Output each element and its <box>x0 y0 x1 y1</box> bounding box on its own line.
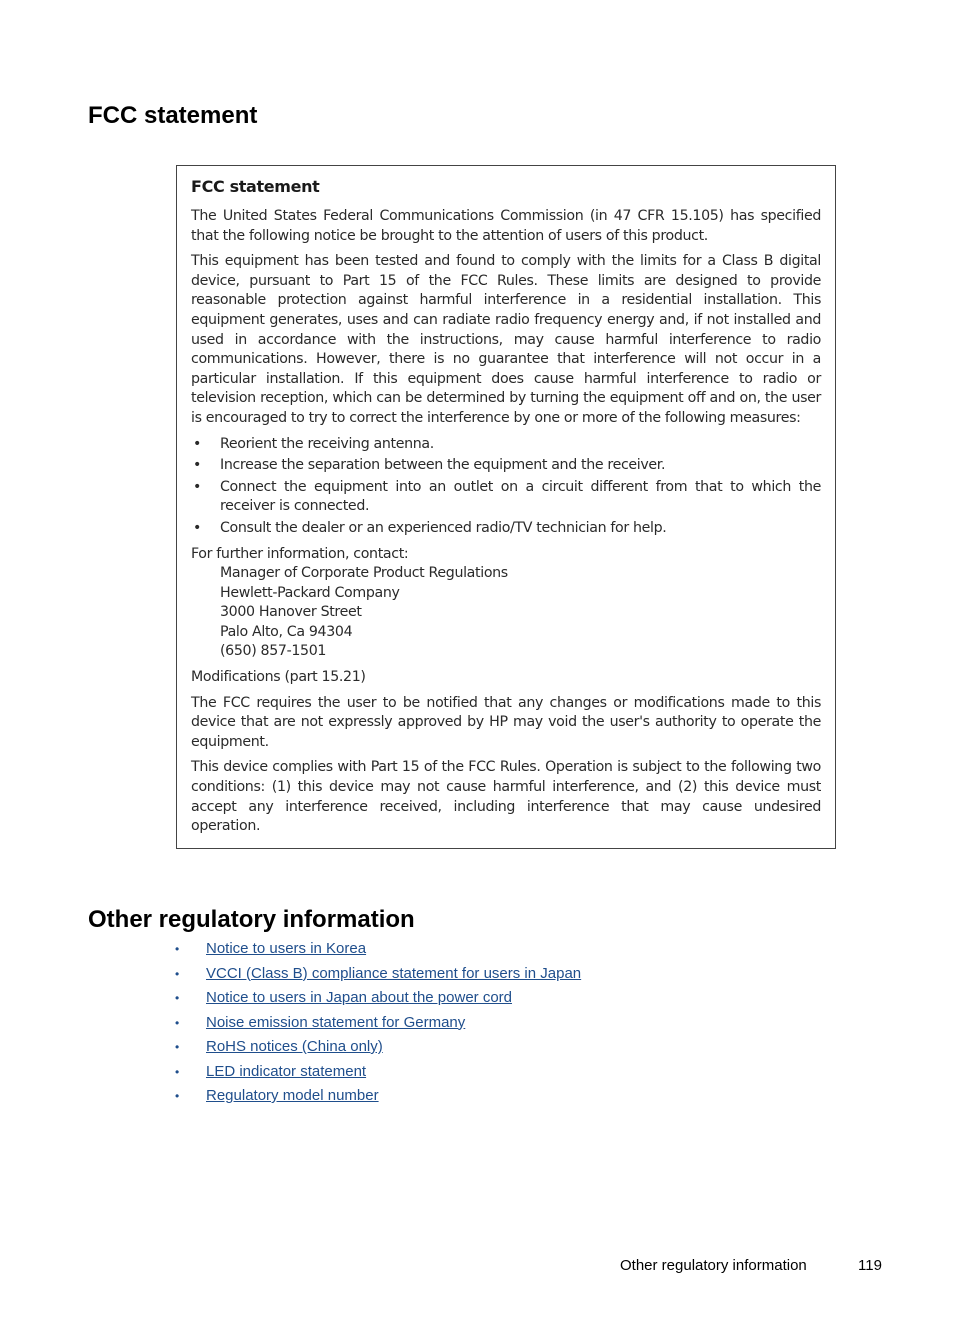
bullet-icon: • <box>193 435 202 452</box>
bullet-icon: • <box>193 457 202 474</box>
fcc-contact-intro: For further information, contact: <box>191 545 409 562</box>
list-item <box>175 1036 581 1061</box>
fcc-paragraph-compliance: This equipment has been tested and found to comply with the limits for a Class B digital device, pursuant to Part 15 of the FCC Rules. These limits are designed to provide reasonable protection against harmful interference in a residential installation. This equipment generates, uses and can radiate radio frequency energy and, if not installed and used in accordance with the instructions, may cause harmful interference to radio communications. However, there is no guarantee that interference will not occur in a particular installation. If this equipment does cause harmful interference to radio or television reception, which can be determined by turning the equipment off and on, the user is encouraged to try to correct the interference by one or more of the following measures: <box>191 253 821 426</box>
contact-line: Manager of Corporate Product Regulations <box>220 565 508 582</box>
link-rohs-china[interactable]: RoHS notices (China only) <box>206 1038 383 1055</box>
list-item <box>175 963 581 988</box>
link-led-indicator[interactable]: LED indicator statement <box>206 1062 367 1080</box>
bullet-icon: • <box>193 478 202 495</box>
page-number: 119 <box>858 1257 882 1274</box>
footer-section-title: Other regulatory information <box>620 1257 807 1274</box>
bullet-icon: • <box>193 519 202 536</box>
contact-line: 3000 Hanover Street <box>220 604 362 621</box>
fcc-box-title: FCC statement <box>191 177 320 196</box>
fcc-modifications-label: Modifications (part 15.21) <box>191 669 366 686</box>
fcc-measures-list <box>191 435 821 539</box>
bullet-icon: • <box>175 942 180 956</box>
bullet-icon: • <box>175 966 180 981</box>
contact-line: (650) 857-1501 <box>220 643 327 660</box>
bullet-icon: • <box>175 1089 180 1103</box>
list-item <box>175 938 581 963</box>
fcc-paragraph-modifications: The FCC requires the user to be notified that any changes or modifications made to this device that are not expressly approved by HP may void the user's authority to operate the equipment. <box>191 694 821 750</box>
contact-line: Hewlett-Packard Company <box>220 584 400 601</box>
contact-line: Palo Alto, Ca 94304 <box>220 623 353 640</box>
list-item <box>175 987 581 1012</box>
link-korea-notice[interactable]: Notice to users in Korea <box>206 940 367 957</box>
fcc-contact-address <box>191 564 821 662</box>
list-item <box>175 1012 581 1037</box>
list-item: • Reorient the receiving antenna. <box>191 435 821 455</box>
list-item: • Consult the dealer or an experienced radio/TV technician for help. <box>191 519 821 539</box>
link-vcci-japan[interactable]: VCCI (Class B) compliance statement for users in Japan <box>206 964 582 982</box>
link-regulatory-model[interactable]: Regulatory model number <box>206 1087 379 1104</box>
fcc-statement-image <box>176 165 836 849</box>
fcc-paragraph-intro: The United States Federal Communications Commission (in 47 CFR 15.105) has specified that the following notice be brought to the attention of users of this product. <box>191 208 821 244</box>
list-item <box>175 1061 581 1086</box>
fcc-paragraph-part15: This device complies with Part 15 of the FCC Rules. Operation is subject to the following two conditions: (1) this device may not cause harmful interference, and (2) this device must accept any interference received, including interference that may cause undesired operation. <box>191 759 821 835</box>
bullet-icon: • <box>175 1040 180 1054</box>
bullet-icon: • <box>175 1015 180 1030</box>
list-item: • Connect the equipment into an outlet on a circuit different from that to which the receiver is connected. <box>193 478 821 515</box>
other-regulatory-heading: Other regulatory information <box>88 906 415 933</box>
link-japan-power-cord[interactable]: Notice to users in Japan about the power cord <box>206 989 513 1006</box>
bullet-icon: • <box>175 991 180 1005</box>
regulatory-links-list <box>175 938 581 1110</box>
list-item: • Increase the separation between the equipment and the receiver. <box>191 456 821 476</box>
bullet-icon: • <box>175 1064 180 1079</box>
fcc-statement-heading: FCC statement <box>88 102 258 129</box>
link-germany-noise[interactable]: Noise emission statement for Germany <box>206 1013 466 1031</box>
list-item <box>175 1085 581 1110</box>
